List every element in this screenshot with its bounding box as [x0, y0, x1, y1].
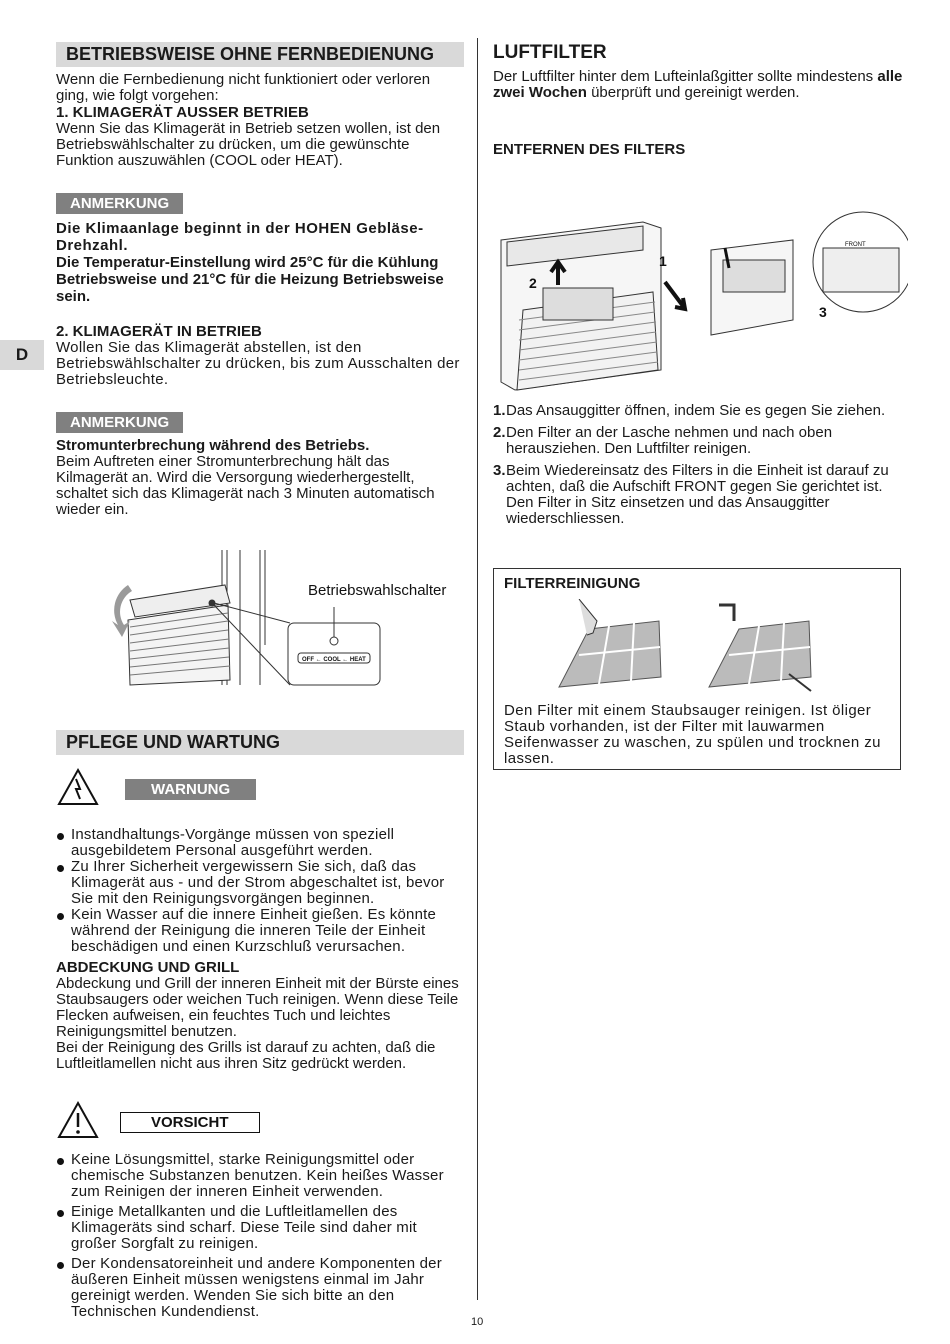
list-item: Kein Wasser auf die innere Einheit gießen. Es könnte während der Reinigung die inneren Teile der Einheit beschädigen und einen Kurzschluß verursachen. — [56, 907, 464, 955]
switch-callout-label: Betriebswahlschalter — [308, 582, 447, 599]
section-title-maintenance: PFLEGE UND WARTUNG — [56, 730, 464, 755]
caution-icon — [56, 1100, 100, 1140]
cleaning-text: Den Filter mit einem Staubsauger reinigen. Ist öliger Staub vorhanden, ist der Filter mit lauwarmen Seifenwasser zu waschen, zu spülen und trocknen zu lassen. — [504, 702, 881, 767]
list-item — [493, 403, 903, 419]
note-label: ANMERKUNG — [56, 412, 183, 433]
note2-heading: Stromunterbrechung während des Betriebs. — [56, 437, 370, 454]
step1-heading: 1. KLIMAGERÄT AUSSER BETRIEB — [56, 104, 309, 121]
list-item: Einige Metallkanten und die Luftleitlamellen des Klimageräts sind scharf. Diese Teile sind daher mit großer Sorgfalt zu reinigen. — [56, 1204, 464, 1252]
step2-heading: 2. KLIMAGERÄT IN BETRIEB — [56, 323, 262, 340]
filter-cleaning-box — [493, 568, 901, 770]
list-item: Zu Ihrer Sicherheit vergewissern Sie sich, daß das Klimagerät aus - und der Strom abgeschaltet ist, bevor Sie mit den Reinigungsvorgängen beginnen. — [56, 859, 464, 907]
step-number: 2. — [493, 424, 506, 441]
step-text: Den Filter an der Lasche nehmen und nach oben herausziehen. Den Luftfilter reinigen. — [506, 424, 833, 457]
grill-text-1: Abdeckung und Grill der inneren Einheit mit der Bürste eines Staubsaugers oder weichen Tuch reinigen. Wenn diese Teile Flecken aufweisen, ein feuchtes Tuch und leichtes Reinigungsmittel benutzen. — [56, 975, 459, 1040]
grill-heading: ABDECKUNG UND GRILL — [56, 959, 240, 976]
step-number: 1. — [493, 402, 506, 419]
maintenance-section — [56, 730, 464, 1320]
selector-switch-figure — [100, 545, 470, 705]
switch-positions: OFF ← COOL ← HEAT — [302, 657, 366, 663]
step-text: Das Ansauggitter öffnen, indem Sie es gegen Sie ziehen. — [506, 402, 886, 419]
note1-line1: Die Klimaanlage beginnt in der HOHEN Gebläse-Drehzahl. — [56, 220, 424, 254]
note1-line2: Die Temperatur-Einstellung wird 25°C für die Kühlung Betriebsweise und 21°C für die Heizung Betriebsweise sein. — [56, 254, 444, 305]
remove-filter-heading: ENTFERNEN DES FILTERS — [493, 141, 686, 158]
list-item — [493, 425, 903, 457]
section-title-remote: BETRIEBSWEISE OHNE FERNBEDIENUNG — [56, 42, 464, 67]
intro-text: überprüft und gereinigt werden. — [586, 84, 800, 101]
caution-label: VORSICHT — [120, 1112, 260, 1133]
grill-text-2: Bei der Reinigung des Grills ist darauf zu achten, daß die Luftleitlamellen nicht aus ihren Sitz gedrückt werden. — [56, 1039, 436, 1072]
front-marking: FRONT — [845, 242, 866, 248]
note-label: ANMERKUNG — [56, 193, 183, 214]
warning-list — [56, 827, 464, 955]
caution-list — [56, 1152, 464, 1320]
step1-text: Wenn Sie das Klimagerät in Betrieb setzen wollen, ist den Betriebswählschalter zu drücken, um die gewünschte Funktion auszuwählen (COOL oder HEAT). — [56, 120, 441, 169]
right-column — [493, 42, 903, 158]
intro-emphasis: alle zwei Wochen — [493, 68, 903, 101]
step-number-2: 2 — [529, 275, 537, 291]
language-tab: D — [0, 340, 44, 370]
filter-intro — [493, 69, 903, 101]
electric-hazard-icon — [56, 767, 100, 807]
note2-text: Beim Auftreten einer Stromunterbrechung hält das Kilmagerät an. Wird die Versorgung wiederhergestellt, schaltet sich das Klimagerät nach 3 Minuten automatisch wieder ein. — [56, 453, 435, 518]
list-item — [493, 463, 903, 527]
step-number-3: 3 — [819, 304, 827, 320]
section-title-filter: LUFTFILTER — [493, 42, 607, 63]
left-column — [56, 42, 464, 518]
list-item: Keine Lösungsmittel, starke Reinigungsmittel oder chemische Substanzen benutzen. Kein heißes Wasser zum Reinigen der inneren Einheit verwenden. — [56, 1152, 464, 1200]
step-number-1: 1 — [659, 253, 667, 269]
step-number: 3. — [493, 462, 506, 479]
page-number: 10 — [471, 1316, 484, 1328]
list-item: Instandhaltungs-Vorgänge müssen von speziell ausgebildetem Personal ausgeführt werden. — [56, 827, 464, 859]
intro-text: Der Luftfilter hinter dem Lufteinlaßgitter sollte mindestens — [493, 68, 878, 85]
intro-text: Wenn die Fernbedienung nicht funktioniert oder verloren ging, wie folgt vorgehen: — [56, 71, 431, 104]
filter-steps — [493, 403, 903, 533]
filter-cleaning-figure — [549, 599, 839, 699]
warning-label: WARNUNG — [125, 779, 256, 800]
step2-text: Wollen Sie das Klimagerät abstellen, ist den Betriebswählschalter zu drücken, bis zum Ausschalten der Betriebsleuchte. — [56, 339, 460, 388]
step-text: Beim Wiedereinsatz des Filters in die Einheit ist darauf zu achten, daß die Aufschift FRONT gegen Sie gerichtet ist. Den Filter in Sitz einsetzen und das Ansauggitter wiederschliessen. — [506, 462, 889, 527]
filter-removal-figure — [493, 210, 908, 395]
cleaning-heading: FILTERREINIGUNG — [504, 575, 641, 592]
list-item: Der Kondensatoreinheit und andere Komponenten der äußeren Einheit müssen wenigstens einmal im Jahr gereinigt werden. Wenden Sie sich bitte an den Technischen Kundendienst. — [56, 1256, 464, 1320]
column-divider — [477, 38, 478, 1300]
